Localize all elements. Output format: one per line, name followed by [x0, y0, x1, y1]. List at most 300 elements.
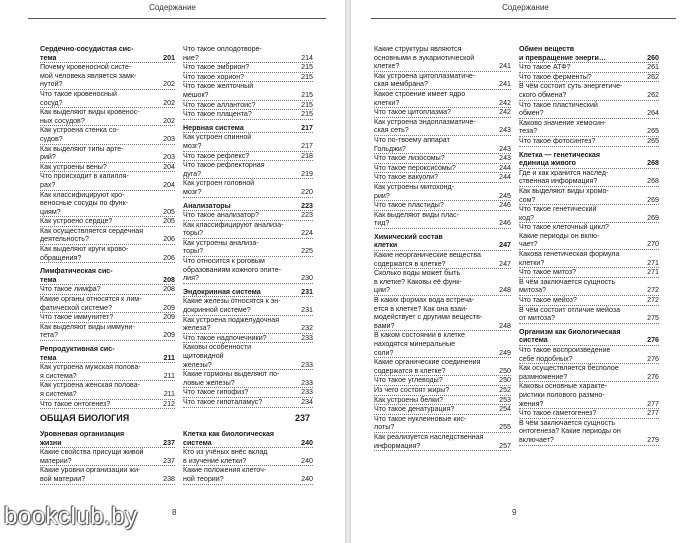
- entry-page-number: 277: [647, 409, 659, 418]
- toc-entry: [519, 250, 659, 259]
- toc-entry: [40, 475, 175, 485]
- toc-heading: [183, 124, 313, 134]
- toc-entry: [40, 163, 175, 173]
- toc-entry: [183, 211, 313, 221]
- entry-text: я система?: [40, 371, 77, 380]
- entry-page-number: 220: [301, 187, 313, 196]
- entry-text: торы?: [183, 247, 204, 256]
- entry-text: Что такое анализатор?: [183, 211, 259, 220]
- entry-page-number: 231: [301, 287, 313, 296]
- entry-text: дуга?: [183, 169, 202, 178]
- entry-page-number: 209: [163, 313, 175, 322]
- entry-text: Что происходит в капилля-: [40, 172, 129, 181]
- toc-entry: [374, 72, 511, 81]
- toc-entry: [183, 161, 313, 170]
- entry-page-number: 261: [647, 63, 659, 72]
- toc-entry: [374, 442, 511, 452]
- entry-text: Сердечно-сосудистая сис-: [40, 45, 134, 53]
- toc-entry: [183, 110, 313, 120]
- toc-column: [519, 45, 659, 446]
- entry-page-number: 240: [301, 438, 313, 447]
- toc-entry: [374, 386, 511, 396]
- entry-text: рии?: [374, 191, 390, 200]
- toc-entry: [519, 286, 659, 296]
- entry-text: Как реализуется наследственная: [374, 432, 484, 441]
- entry-page-number: 250: [499, 376, 511, 385]
- entry-text: клетке?: [374, 62, 400, 71]
- toc-entry: [374, 183, 511, 192]
- toc-entry: [519, 400, 659, 410]
- toc-column: [183, 45, 313, 408]
- entry-page-number: 217: [301, 141, 313, 150]
- entry-page-number: 208: [163, 285, 175, 294]
- toc-entry: [374, 154, 511, 164]
- entry-text: ной теории?: [183, 474, 224, 483]
- entry-text: Как выделяют типы арте-: [40, 144, 124, 153]
- toc-entry: [183, 466, 313, 475]
- toc-entry: [519, 364, 659, 373]
- entry-text: код?: [519, 213, 535, 222]
- toc-entry: [40, 313, 175, 323]
- entry-text: Какие железы относятся к эн-: [183, 297, 281, 306]
- entry-text: Что такое иммунитет?: [40, 313, 114, 322]
- entry-text: В чём состоит суть энергетиче-: [519, 82, 623, 91]
- toc-entry: [374, 296, 511, 305]
- entry-text: Организм как биологическая: [519, 327, 621, 336]
- toc-entry: [374, 367, 511, 377]
- entry-text: система: [183, 438, 212, 447]
- entry-page-number: 260: [647, 53, 659, 62]
- entry-page-number: 269: [647, 213, 659, 222]
- entry-page-number: 219: [301, 169, 313, 178]
- toc-entry: [519, 205, 659, 214]
- entry-page-number: 241: [499, 80, 511, 89]
- toc-entry: [183, 266, 313, 275]
- toc-entry: [40, 153, 175, 163]
- entry-page-number: 240: [301, 474, 313, 483]
- entry-text: Клетка — генетическая: [519, 150, 601, 159]
- entry-text: Что такое пластический: [519, 100, 598, 109]
- entry-text: тема: [40, 53, 57, 62]
- toc-entry: [374, 260, 511, 270]
- entry-text: Что такое воспроизведение: [519, 346, 611, 354]
- entry-text: Что такое вакуоли?: [374, 173, 439, 182]
- toc-entry: [374, 62, 511, 72]
- entry-text: Какие неорганические вещества: [374, 251, 482, 260]
- toc-entry: [519, 91, 659, 101]
- toc-entry: [519, 373, 659, 383]
- toc-entry: [519, 101, 659, 110]
- entry-text: железы?: [183, 360, 212, 369]
- toc-entry: [374, 251, 511, 260]
- entry-page-number: 271: [647, 258, 659, 267]
- entry-text: судов?: [40, 134, 63, 143]
- entry-page-number: 249: [499, 348, 511, 357]
- entry-page-number: 276: [647, 372, 659, 381]
- entry-text: Анализаторы: [183, 201, 231, 210]
- entry-page-number: 202: [163, 116, 175, 125]
- toc-entry: [40, 135, 175, 145]
- toc-entry: [40, 390, 175, 400]
- entry-text: Как устроена поджелудочная: [183, 315, 280, 324]
- entry-text: Как устроена мужская полова-: [40, 363, 141, 372]
- entry-text: Сколько воды может быть: [374, 269, 461, 278]
- entry-page-number: 270: [647, 240, 659, 249]
- entry-page-number: 209: [163, 331, 175, 340]
- entry-page-number: 248: [499, 321, 511, 330]
- entry-text: В каком состоянии в клетке: [374, 331, 465, 340]
- toc-entry: [374, 305, 511, 314]
- toc-entry: [183, 475, 313, 485]
- toc-entry: [519, 278, 659, 287]
- toc-entry: [519, 109, 659, 119]
- entry-page-number: 211: [163, 371, 175, 380]
- toc-entry: [374, 145, 511, 155]
- entry-text: соли?: [374, 348, 394, 357]
- entry-text: ская сеть?: [374, 126, 409, 135]
- entry-text: тета?: [40, 331, 58, 340]
- entry-text: Как устроены анализа-: [183, 238, 259, 247]
- toc-entry: [40, 285, 175, 295]
- toc-entry: [40, 457, 175, 467]
- toc-entry: [374, 415, 511, 424]
- toc-entry: [183, 188, 313, 198]
- toc-entry: [374, 286, 511, 296]
- entry-text: Что такое надпочечники?: [183, 333, 267, 342]
- toc-entry: [183, 274, 313, 284]
- toc-entry: [519, 196, 659, 206]
- toc-entry: [519, 169, 659, 178]
- entry-page-number: 238: [163, 474, 175, 483]
- entry-page-number: 265: [647, 136, 659, 145]
- toc-column: [40, 430, 175, 485]
- section-title: ОБЩАЯ БИОЛОГИЯ: [40, 413, 130, 423]
- entry-text: себе подобных?: [519, 354, 573, 363]
- toc-entry: [183, 324, 313, 334]
- toc-entry: [519, 355, 659, 365]
- entry-text: Как устроен спинной: [183, 133, 252, 142]
- entry-text: Что такое клеточный цикл?: [519, 223, 609, 232]
- watermark: bookclub.by: [4, 503, 138, 530]
- toc-entry: [519, 436, 659, 446]
- toc-entry: [183, 316, 313, 325]
- entry-text: Как устроена женская полова-: [40, 381, 141, 390]
- toc-entry: [183, 379, 313, 389]
- entry-page-number: 272: [647, 286, 659, 295]
- toc-heading: [40, 354, 175, 364]
- entry-text: Что такое углеводы?: [374, 376, 443, 385]
- page-number: 9: [512, 508, 517, 517]
- toc-entry: [519, 177, 659, 187]
- toc-heading: [519, 328, 659, 337]
- entry-text: образованиям кожного эпите-: [183, 265, 282, 274]
- toc-entry: [374, 108, 511, 118]
- entry-text: Какие уровни организации жи-: [40, 466, 141, 475]
- toc-entry: [183, 152, 313, 162]
- entry-text: В чём заключается сущность: [519, 277, 616, 286]
- toc-entry: [374, 331, 511, 340]
- toc-column: [374, 45, 511, 451]
- entry-text: Что такое плацента?: [183, 110, 252, 119]
- entry-page-number: 208: [163, 275, 175, 284]
- entry-text: Что такое митоз?: [519, 268, 577, 277]
- toc-entry: [374, 99, 511, 109]
- toc-entry: [40, 90, 175, 99]
- toc-heading: [183, 288, 313, 298]
- entry-text: единица живого: [519, 159, 577, 168]
- entry-text: циям?: [40, 207, 61, 216]
- toc-heading: [519, 159, 659, 169]
- entry-text: Что такое нуклеиновые кис-: [374, 414, 467, 423]
- right-page: [351, 0, 700, 543]
- toc-entry: [40, 217, 175, 227]
- toc-entry: [374, 313, 511, 322]
- entry-text: рах?: [40, 180, 56, 189]
- toc-heading: [519, 336, 659, 346]
- entry-page-number: 244: [499, 163, 511, 172]
- entry-page-number: 276: [647, 354, 659, 363]
- toc-heading: [40, 439, 175, 449]
- entry-text: В каких формах вода встреча-: [374, 296, 475, 305]
- entry-page-number: 243: [499, 154, 511, 163]
- toc-heading: [183, 202, 313, 212]
- entry-page-number: 206: [163, 235, 175, 244]
- toc-entry: [183, 388, 313, 398]
- toc-entry: [183, 63, 313, 73]
- toc-heading: [183, 439, 313, 449]
- entry-text: ственная информация?: [519, 177, 598, 186]
- entry-text: клетки: [374, 241, 398, 250]
- entry-page-number: 211: [163, 353, 175, 362]
- entry-text: В чём состоит отличие мейоза: [519, 305, 621, 314]
- entry-text: Где и как хранится наслед-: [519, 168, 609, 177]
- toc-entry: [374, 45, 511, 54]
- entry-page-number: 215: [301, 63, 313, 72]
- left-page: [0, 0, 345, 543]
- toc-entry: [40, 363, 175, 372]
- toc-entry: [374, 201, 511, 211]
- toc-entry: [40, 466, 175, 475]
- toc-entry: [519, 391, 659, 400]
- toc-entry: [183, 257, 313, 266]
- toc-entry: [183, 306, 313, 316]
- entry-text: клетки?: [519, 258, 545, 267]
- toc-entry: [40, 99, 175, 109]
- entry-text: Что такое желточный: [183, 82, 254, 91]
- entry-text: тема: [40, 353, 57, 362]
- entry-text: Уровневая организация: [40, 430, 125, 438]
- toc-entry: [374, 405, 511, 415]
- entry-page-number: 257: [499, 441, 511, 450]
- entry-text: Что такое аллантоис?: [183, 100, 256, 109]
- toc-entry: [183, 179, 313, 188]
- toc-entry: [374, 136, 511, 145]
- entry-page-number: 205: [163, 217, 175, 226]
- entry-page-number: 233: [301, 388, 313, 397]
- toc-entry: [183, 133, 313, 142]
- entry-text: ции?: [374, 286, 390, 295]
- entry-page-number: 262: [647, 72, 659, 81]
- toc-entry: [40, 245, 175, 254]
- toc-entry: [374, 349, 511, 359]
- entry-text: Какое строение имеет ядро: [374, 89, 466, 98]
- entry-text: Как устроены митохонд-: [374, 182, 454, 191]
- toc-entry: [519, 214, 659, 224]
- entry-text: мозг?: [183, 141, 202, 150]
- toc-entry: [374, 269, 511, 278]
- entry-page-number: 269: [647, 195, 659, 204]
- toc-entry: [519, 223, 659, 232]
- entry-page-number: 272: [647, 296, 659, 305]
- entry-page-number: 212: [163, 399, 175, 408]
- entry-text: тид?: [374, 219, 390, 228]
- entry-page-number: 254: [499, 405, 511, 414]
- entry-page-number: 233: [301, 333, 313, 342]
- entry-text: Как устроены вены?: [40, 162, 107, 171]
- toc-entry: [374, 126, 511, 136]
- entry-text: ловые железы?: [183, 378, 235, 387]
- entry-page-number: 268: [647, 177, 659, 186]
- entry-text: Что такое пластиды?: [374, 201, 444, 210]
- entry-page-number: 277: [647, 399, 659, 408]
- toc-entry: [40, 295, 175, 304]
- toc-entry: [40, 80, 175, 90]
- entry-text: Как устроена стенка со-: [40, 126, 119, 135]
- entry-page-number: 204: [163, 180, 175, 189]
- entry-text: Что относится к роговым: [183, 257, 265, 266]
- entry-text: Что такое гипофиз?: [183, 388, 249, 397]
- toc-entry: [374, 340, 511, 349]
- entry-text: содержатся в клетке?: [374, 259, 446, 268]
- toc-entry: [183, 343, 313, 360]
- entry-text: Как выделяют виды хромо-: [519, 186, 609, 195]
- entry-text: и превращение энерги…: [519, 53, 606, 62]
- entry-text: Какие положения клеточ-: [183, 466, 267, 475]
- entry-page-number: 215: [301, 100, 313, 109]
- entry-text: тема: [40, 275, 57, 284]
- toc-entry: [374, 433, 511, 442]
- entry-text: Что такое генетический: [519, 205, 597, 214]
- toc-entry: [40, 63, 175, 72]
- toc-entry: [40, 199, 175, 208]
- entry-text: в клетке? Каковы её функ-: [374, 277, 462, 286]
- toc-entry: [374, 358, 511, 367]
- toc-entry: [40, 372, 175, 382]
- toc-entry: [519, 314, 659, 324]
- toc-entry: [374, 54, 511, 63]
- entry-page-number: 276: [647, 336, 659, 345]
- entry-text: рий?: [40, 153, 56, 162]
- toc-heading: [519, 45, 659, 54]
- entry-text: ние?: [183, 53, 199, 62]
- toc-entry: [519, 240, 659, 250]
- toc-entry: [519, 382, 659, 391]
- toc-entry: [40, 448, 175, 457]
- entry-page-number: 250: [499, 366, 511, 375]
- toc-entry: [519, 232, 659, 241]
- entry-page-number: 246: [499, 201, 511, 210]
- entry-text: Что по-твоему аппарат: [374, 135, 450, 144]
- page-header: Содержание: [502, 3, 549, 12]
- toc-entry: [519, 296, 659, 306]
- entry-text: Эндокринная система: [183, 287, 261, 296]
- toc-entry: [183, 398, 313, 408]
- entry-text: Каковы основные характе-: [519, 382, 608, 391]
- toc-entry: [374, 164, 511, 174]
- entry-text: Что такое фотосинтез?: [519, 136, 596, 145]
- header-rule: [371, 18, 676, 19]
- toc-heading: [183, 430, 313, 439]
- toc-entry: [374, 322, 511, 332]
- toc-entry: [183, 221, 313, 230]
- entry-text: Лимфатическая сис-: [40, 267, 113, 276]
- entry-text: митоза?: [519, 286, 547, 295]
- entry-page-number: 224: [301, 229, 313, 238]
- entry-text: Что такое лимфа?: [40, 285, 101, 294]
- entry-text: Каковы особенности щитовидной: [183, 343, 252, 360]
- toc-entry: [40, 181, 175, 191]
- toc-entry: [374, 118, 511, 127]
- entry-text: Каково значение хемосин-: [519, 118, 607, 127]
- entry-text: вами?: [374, 321, 395, 330]
- page-number: 8: [172, 508, 177, 517]
- toc-entry: [519, 346, 659, 355]
- entry-text: лоты?: [374, 423, 395, 432]
- entry-text: Клетка как биологическая: [183, 430, 275, 438]
- entry-text: модействует с другими веществ-: [374, 313, 483, 322]
- toc-entry: [374, 396, 511, 406]
- toc-entry: [183, 229, 313, 239]
- entry-page-number: 203: [163, 153, 175, 162]
- header-rule: [28, 18, 326, 19]
- entry-text: Репродуктивная сис-: [40, 345, 115, 353]
- entry-page-number: 245: [499, 191, 511, 200]
- toc-heading: [40, 276, 175, 286]
- entry-text: жизни: [40, 438, 62, 447]
- entry-page-number: 262: [647, 90, 659, 99]
- entry-text: Гольджи?: [374, 144, 406, 153]
- toc-entry: [183, 73, 313, 83]
- entry-text: Что такое гаметогенез?: [519, 409, 597, 418]
- toc-entry: [40, 108, 175, 117]
- entry-text: в изучение клетки?: [183, 456, 247, 465]
- entry-page-number: 202: [163, 98, 175, 107]
- section-page-number: 237: [294, 413, 310, 423]
- toc-entry: [40, 227, 175, 236]
- entry-page-number: 268: [647, 159, 659, 168]
- entry-text: Какие органы относятся к лим-: [40, 295, 142, 304]
- entry-page-number: 271: [647, 268, 659, 277]
- toc-entry: [40, 323, 175, 332]
- toc-entry: [519, 73, 659, 83]
- entry-text: Как устроен головной: [183, 179, 255, 188]
- entry-text: Что такое рефлекс?: [183, 151, 250, 160]
- entry-text: ская мембрана?: [374, 80, 428, 89]
- entry-text: Как устроены белки?: [374, 395, 444, 404]
- entry-text: Химический состав: [374, 232, 443, 241]
- toc-heading: [40, 267, 175, 276]
- page-header: Содержание: [149, 3, 196, 12]
- entry-text: жения?: [519, 399, 544, 408]
- entry-text: мешок?: [183, 90, 209, 99]
- entry-text: Как классифицируют анализа-: [183, 220, 284, 229]
- toc-entry: [40, 126, 175, 135]
- entry-text: Почему кровеносной систе-: [40, 63, 132, 72]
- entry-text: торы?: [183, 229, 204, 238]
- toc-entry: [374, 211, 511, 220]
- entry-text: мой человека является замк-: [40, 71, 137, 80]
- entry-text: сом?: [519, 195, 536, 204]
